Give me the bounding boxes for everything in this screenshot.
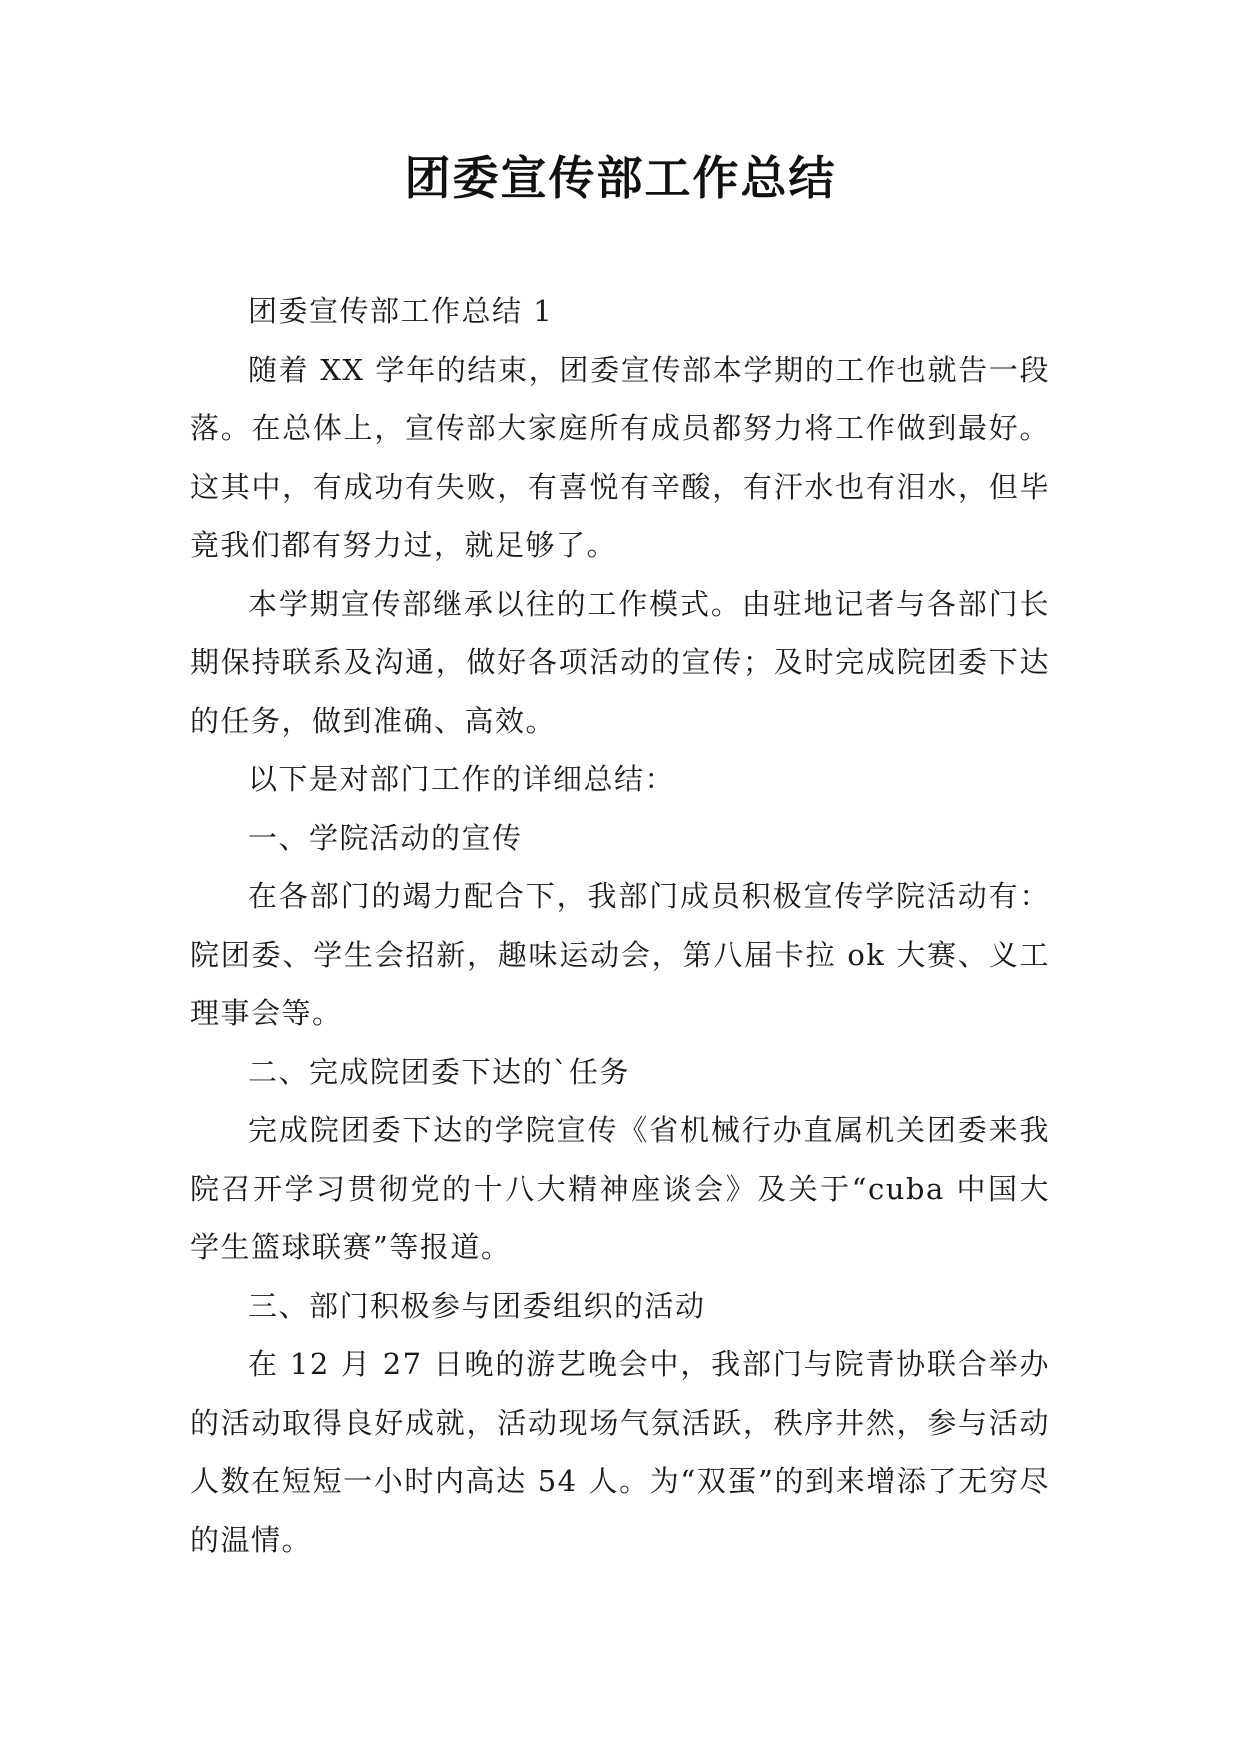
document-title: 团委宣传部工作总结 xyxy=(404,151,837,205)
paragraph: 随着 XX 学年的结束，团委宣传部本学期的工作也就告一段落。在总体上，宣传部大家庭所有成员都努力将工作做到最好。这其中，有成功有失败，有喜悦有辛酸，有汗水也有泪水，但毕竟我们都有努力过，就足够了。 xyxy=(190,352,1050,562)
section-heading: 团委宣传部工作总结 1 xyxy=(248,294,554,328)
paragraph: 完成院团委下达的学院宣传《省机械行办直属机关团委来我院召开学习贯彻党的十八大精神座谈会》及关于“cuba 中国大学生篮球联赛”等报道。 xyxy=(190,1113,1050,1264)
document-body xyxy=(190,282,1050,1569)
section-heading: 一、学院活动的宣传 xyxy=(248,820,523,855)
paragraph: 在 12 月 27 日晚的游艺晚会中，我部门与院青协联合举办的活动取得良好成就，活动现场气氛活跃，秩序井然，参与活动人数在短短一小时内高达 54 人。为“双蛋”的到来增添了无穷尽的温情。 xyxy=(190,1347,1050,1557)
paragraph: 以下是对部门工作的详细总结： xyxy=(248,762,676,796)
section-heading: 三、部门积极参与团委组织的活动 xyxy=(248,1288,706,1323)
paragraph: 本学期宣传部继承以往的工作模式。由驻地记者与各部门长期保持联系及沟通，做好各项活动的宣传；及时完成院团委下达的任务，做到准确、高效。 xyxy=(190,586,1050,738)
section-heading: 二、完成院团委下达的`任务 xyxy=(248,1054,631,1089)
paragraph: 在各部门的竭力配合下，我部门成员积极宣传学院活动有：院团委、学生会招新，趣味运动会，第八届卡拉 ok 大赛、义工理事会等。 xyxy=(190,879,1050,1030)
